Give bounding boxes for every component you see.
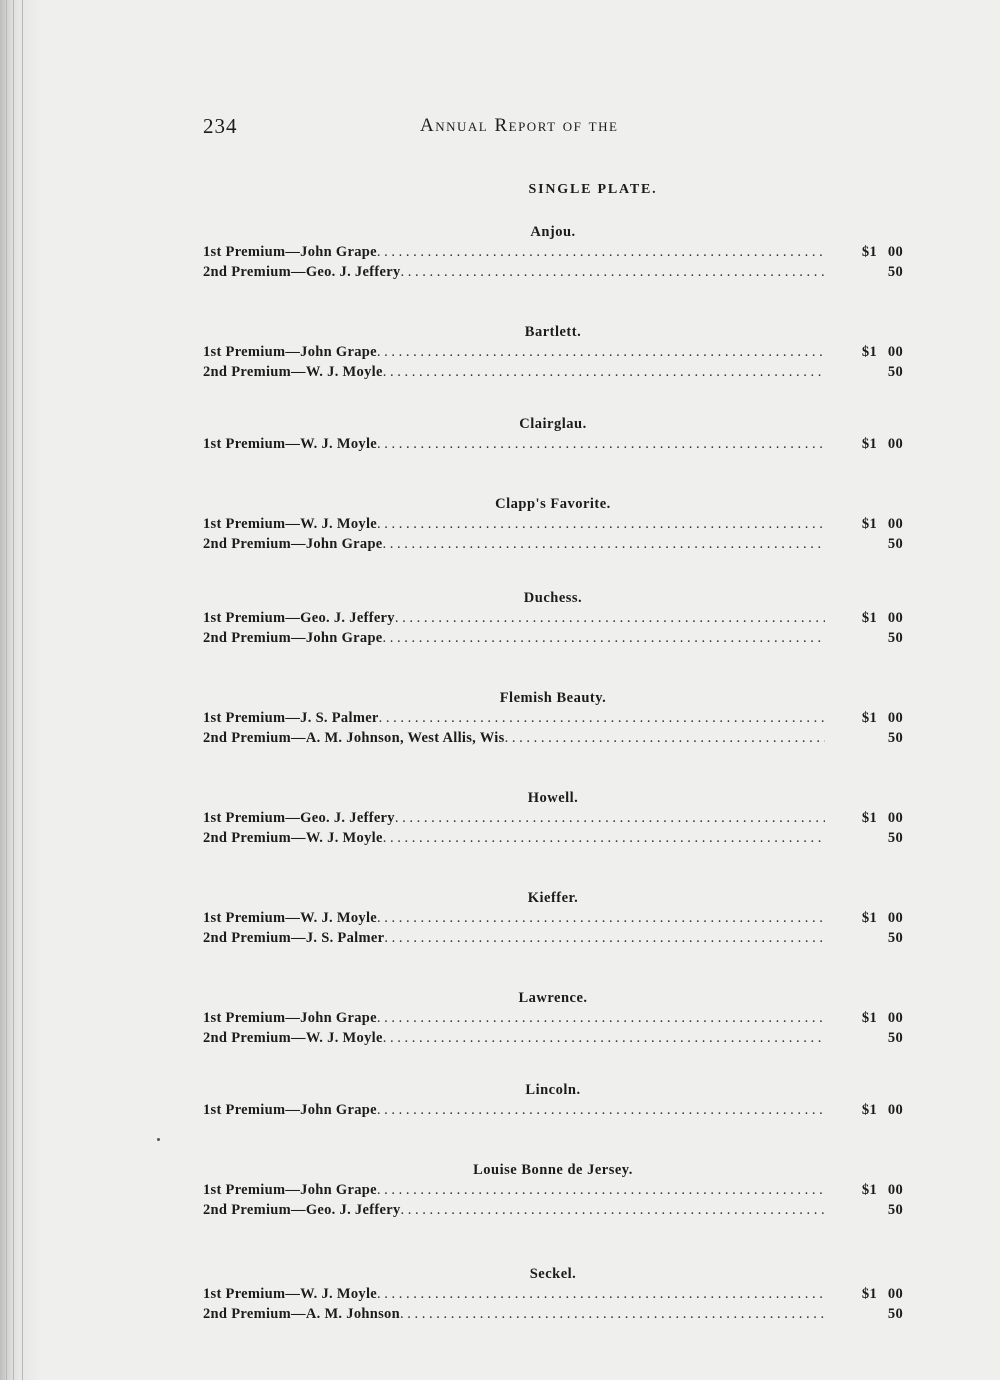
variety-name: Kieffer. — [527, 890, 579, 906]
variety-name: Seckel. — [529, 1266, 577, 1282]
amount-cents: 50 — [887, 630, 903, 646]
variety-group — [203, 222, 903, 282]
premium-amount — [825, 728, 903, 748]
dot-leader — [377, 242, 825, 262]
amount-cents: 00 — [887, 1010, 903, 1026]
premium-recipient: 2nd Premium—W. J. Moyle — [203, 830, 383, 846]
premium-amount — [825, 342, 903, 362]
premium-recipient: 1st Premium—John Grape — [203, 1010, 377, 1026]
dot-leader — [377, 908, 825, 928]
premium-recipient: 2nd Premium—J. S. Palmer — [203, 930, 385, 946]
amount-cents: 50 — [887, 830, 903, 846]
page-number: 234 — [203, 114, 238, 138]
premium-amount — [825, 534, 903, 554]
variety-name: Flemish Beauty. — [499, 690, 607, 706]
premium-entry — [203, 514, 903, 534]
premium-recipient: 2nd Premium—Geo. J. Jeffery — [203, 1202, 401, 1218]
premium-entry — [203, 608, 903, 628]
premium-entry — [203, 534, 903, 554]
amount-dollars: $1 — [861, 436, 877, 452]
amount-cents: 00 — [887, 1286, 903, 1302]
dot-leader — [395, 608, 825, 628]
variety-group — [203, 494, 903, 554]
premium-recipient: 2nd Premium—John Grape — [203, 630, 383, 646]
variety-group — [203, 322, 903, 382]
premium-entry — [203, 342, 903, 362]
dot-leader — [379, 708, 825, 728]
variety-group — [203, 788, 903, 848]
premium-entry — [203, 242, 903, 262]
amount-dollars: $1 — [861, 344, 877, 360]
premium-amount — [825, 362, 903, 382]
variety-name: Louise Bonne de Jersey. — [473, 1162, 633, 1178]
dot-leader — [377, 1100, 825, 1120]
premium-recipient: 1st Premium—Geo. J. Jeffery — [203, 810, 395, 826]
premium-entry — [203, 1284, 903, 1304]
dot-leader — [401, 262, 826, 282]
premium-recipient: 2nd Premium—A. M. Johnson, West Allis, Wis — [203, 730, 505, 746]
premium-entry — [203, 1028, 903, 1048]
dot-leader — [383, 628, 825, 648]
premium-list — [203, 182, 903, 1322]
premium-entry — [203, 1008, 903, 1028]
premium-amount — [825, 708, 903, 728]
variety-group — [203, 888, 903, 948]
premium-entry — [203, 728, 903, 748]
amount-cents: 50 — [887, 1202, 903, 1218]
premium-amount — [825, 1304, 903, 1324]
dot-leader — [377, 1284, 825, 1304]
running-head: Annual Report of the — [420, 115, 619, 136]
amount-dollars: $1 — [861, 244, 877, 260]
premium-entry — [203, 808, 903, 828]
amount-dollars: $1 — [861, 810, 877, 826]
dot-leader — [377, 1180, 825, 1200]
premium-amount — [825, 242, 903, 262]
variety-group — [203, 988, 903, 1048]
variety-name: Clapp's Favorite. — [495, 496, 611, 512]
section-title: SINGLE PLATE. — [528, 182, 658, 197]
amount-dollars: $1 — [861, 1010, 877, 1026]
premium-recipient: 1st Premium—John Grape — [203, 1102, 377, 1118]
amount-dollars: $1 — [861, 1286, 877, 1302]
amount-cents: 00 — [887, 1182, 903, 1198]
amount-cents: 50 — [887, 536, 903, 552]
dot-leader — [377, 514, 825, 534]
premium-entry — [203, 1304, 903, 1324]
variety-name: Duchess. — [523, 590, 583, 606]
amount-cents: 00 — [887, 516, 903, 532]
dot-leader — [383, 534, 825, 554]
premium-recipient: 1st Premium—John Grape — [203, 344, 377, 360]
premium-recipient: 2nd Premium—John Grape — [203, 536, 383, 552]
amount-dollars: $1 — [861, 910, 877, 926]
amount-cents: 50 — [887, 1030, 903, 1046]
variety-group — [203, 1160, 903, 1220]
amount-cents: 00 — [887, 610, 903, 626]
premium-entry — [203, 708, 903, 728]
premium-amount — [825, 808, 903, 828]
variety-name: Bartlett. — [524, 324, 582, 340]
premium-entry — [203, 908, 903, 928]
premium-entry — [203, 362, 903, 382]
variety-group — [203, 588, 903, 648]
premium-recipient: 2nd Premium—W. J. Moyle — [203, 364, 383, 380]
amount-cents: 50 — [887, 930, 903, 946]
premium-amount — [825, 1284, 903, 1304]
premium-recipient: 2nd Premium—Geo. J. Jeffery — [203, 264, 401, 280]
variety-group — [203, 688, 903, 748]
dot-leader — [400, 1304, 825, 1324]
variety-group — [203, 414, 903, 454]
premium-amount — [825, 514, 903, 534]
premium-amount — [825, 434, 903, 454]
premium-amount — [825, 928, 903, 948]
premium-recipient: 1st Premium—W. J. Moyle — [203, 910, 378, 926]
premium-entry — [203, 434, 903, 454]
premium-amount — [825, 628, 903, 648]
premium-recipient: 2nd Premium—A. M. Johnson — [203, 1306, 400, 1322]
amount-cents: 00 — [887, 810, 903, 826]
variety-name: Lincoln. — [525, 1082, 581, 1098]
amount-cents: 00 — [887, 910, 903, 926]
premium-recipient: 1st Premium—John Grape — [203, 244, 377, 260]
dot-leader — [505, 728, 825, 748]
premium-recipient: 1st Premium—W. J. Moyle — [203, 436, 378, 452]
variety-name: Howell. — [527, 790, 579, 806]
premium-entry — [203, 1100, 903, 1120]
premium-amount — [825, 908, 903, 928]
dot-leader — [383, 828, 825, 848]
dot-leader — [395, 808, 825, 828]
premium-recipient: 2nd Premium—W. J. Moyle — [203, 1030, 383, 1046]
amount-dollars: $1 — [861, 1182, 877, 1198]
variety-name: Clairglau. — [519, 416, 587, 432]
variety-name: Lawrence. — [518, 990, 588, 1006]
print-speck — [157, 1138, 160, 1141]
premium-entry — [203, 1180, 903, 1200]
premium-amount — [825, 828, 903, 848]
dot-leader — [401, 1200, 826, 1220]
premium-amount — [825, 1008, 903, 1028]
amount-dollars: $1 — [861, 516, 877, 532]
premium-recipient: 1st Premium—John Grape — [203, 1182, 377, 1198]
premium-recipient: 1st Premium—Geo. J. Jeffery — [203, 610, 395, 626]
dot-leader — [384, 928, 825, 948]
amount-cents: 00 — [887, 344, 903, 360]
amount-cents: 50 — [887, 730, 903, 746]
premium-amount — [825, 1200, 903, 1220]
amount-cents: 50 — [887, 364, 903, 380]
premium-recipient: 1st Premium—W. J. Moyle — [203, 1286, 378, 1302]
premium-amount — [825, 262, 903, 282]
premium-entry — [203, 928, 903, 948]
amount-cents: 00 — [887, 710, 903, 726]
amount-dollars: $1 — [861, 610, 877, 626]
premium-entry — [203, 628, 903, 648]
variety-group — [203, 1264, 903, 1324]
dot-leader — [377, 342, 825, 362]
amount-cents: 00 — [887, 1102, 903, 1118]
premium-amount — [825, 1028, 903, 1048]
dot-leader — [377, 434, 825, 454]
premium-amount — [825, 1180, 903, 1200]
premium-amount — [825, 1100, 903, 1120]
premium-entry — [203, 828, 903, 848]
amount-dollars: $1 — [861, 1102, 877, 1118]
premium-entry — [203, 262, 903, 282]
amount-cents: 00 — [887, 436, 903, 452]
premium-entry — [203, 1200, 903, 1220]
variety-name: Anjou. — [530, 224, 576, 240]
dot-leader — [383, 1028, 825, 1048]
dot-leader — [383, 362, 825, 382]
premium-recipient: 1st Premium—J. S. Palmer — [203, 710, 379, 726]
amount-cents: 50 — [887, 264, 903, 280]
premium-recipient: 1st Premium—W. J. Moyle — [203, 516, 378, 532]
premium-amount — [825, 608, 903, 628]
amount-cents: 00 — [887, 244, 903, 260]
amount-cents: 50 — [887, 1306, 903, 1322]
amount-dollars: $1 — [861, 710, 877, 726]
dot-leader — [377, 1008, 825, 1028]
variety-group — [203, 1080, 903, 1120]
